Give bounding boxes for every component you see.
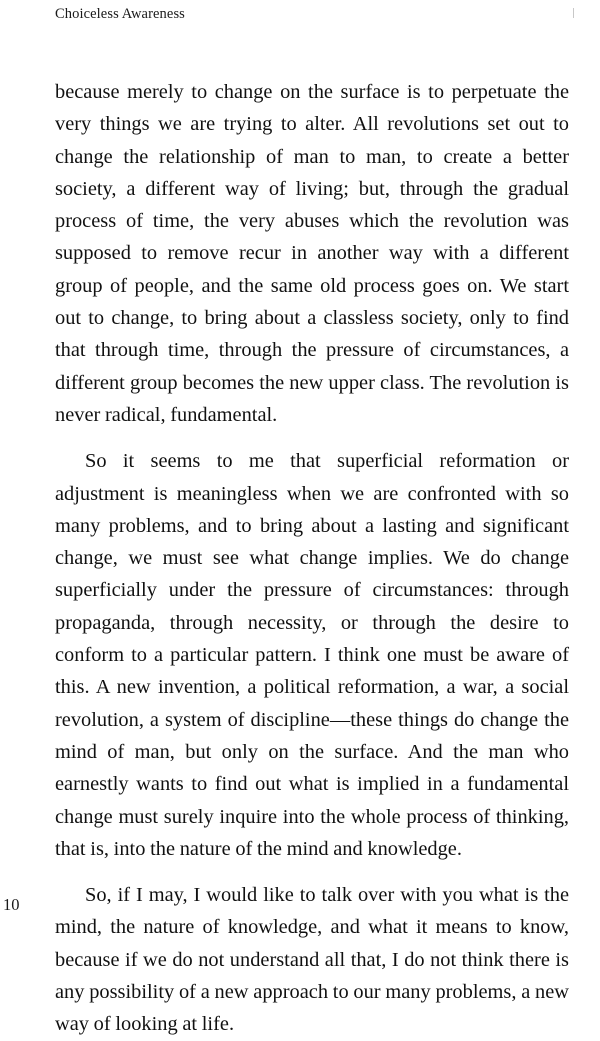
page-body — [55, 76, 569, 1041]
paragraph-1: because merely to change on the surface is to perpetuate the very things we are trying to alter. All revolutions set out to change the relationship of man to man, to create a better society, a different way of living; but, through the gradual process of time, the very abuses which the revolution was supposed to remove recur in another way with a different group of people, and the same old process goes on. We start out to change, to bring about a classless society, only to find that through time, through the pressure of circumstances, a different group becomes the new upper class. The revolution is never radical, fundamental. — [55, 81, 569, 426]
paragraph-2: So it seems to me that superficial reformation or adjustment is meaningless when we are confronted with so many problems, and to bring about a lasting and significant change, we must see what change implies. We do change superficially under the pressure of circumstances: through propaganda, through necessity, or through the desire to conform to a particular pattern. I think one must be aware of this. A new invention, a political reformation, a war, a social revolution, a system of discipline—these things do change the mind of man, but only on the surface. And the man who earnestly wants to find out what is implied in a fundamental change must surely inquire into the whole process of thinking, that is, into the nature of the mind and knowledge. — [55, 450, 569, 860]
running-header: Choiceless Awareness — [55, 6, 185, 22]
page-number: 10 — [3, 895, 20, 914]
header-edge-mark — [573, 8, 574, 18]
paragraph-3: So, if I may, I would like to talk over with you what is the mind, the nature of knowledge, and what it means to know, because if we do not understand all that, I do not think there is any possibility of a new approach to our many problems, a new way of looking at life. — [55, 884, 569, 1036]
